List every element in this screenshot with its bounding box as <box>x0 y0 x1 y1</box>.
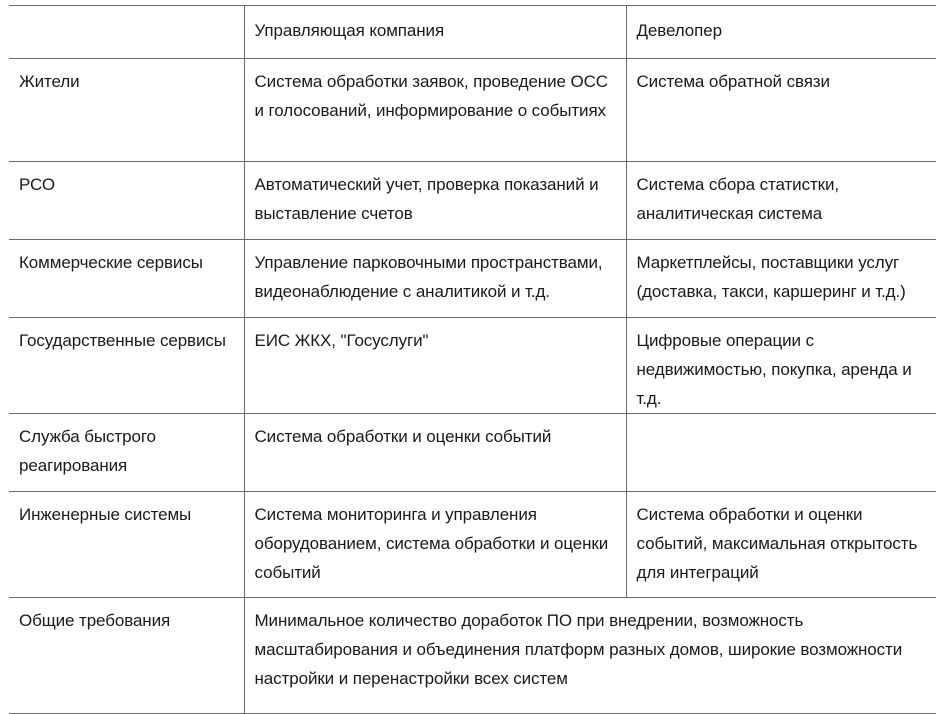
general-requirements-cell: Минимальное количество доработок ПО при внедрении, возможность масштабирования и объединения платформ разных домов, широкие возможности настройки и перенастройки всех систем <box>244 598 936 714</box>
developer-cell <box>626 414 936 492</box>
developer-cell: Система обратной связи <box>626 59 936 162</box>
management-company-cell: ЕИС ЖКХ, "Госуслуги" <box>244 318 626 414</box>
table-row <box>9 240 936 318</box>
row-label: Служба быстрого реагирования <box>9 414 244 492</box>
header-empty-cell <box>9 6 244 59</box>
table-header-row <box>9 6 936 59</box>
row-label: Государственные сервисы <box>9 318 244 414</box>
developer-cell: Маркетплейсы, поставщики услуг (доставка, такси, каршеринг и т.д.) <box>626 240 936 318</box>
header-management-company: Управляющая компания <box>244 6 626 59</box>
developer-cell: Цифровые операции с недвижимостью, покупка, аренда и т.д. <box>626 318 936 414</box>
management-company-cell: Автоматический учет, проверка показаний и выставление счетов <box>244 162 626 240</box>
table-row <box>9 414 936 492</box>
developer-cell: Система сбора статистки, аналитическая система <box>626 162 936 240</box>
row-label: Жители <box>9 59 244 162</box>
header-developer: Девелопер <box>626 6 936 59</box>
management-company-cell: Система мониторинга и управления оборудованием, система обработки и оценки событий <box>244 492 626 598</box>
row-label: Общие требования <box>9 598 244 714</box>
table-row <box>9 318 936 414</box>
comparison-table <box>9 5 936 714</box>
management-company-cell: Управление парковочными пространствами, видеонаблюдение с аналитикой и т.д. <box>244 240 626 318</box>
management-company-cell: Система обработки и оценки событий <box>244 414 626 492</box>
table-row <box>9 598 936 714</box>
table-row <box>9 162 936 240</box>
row-label: Инженерные системы <box>9 492 244 598</box>
table-row <box>9 492 936 598</box>
management-company-cell: Система обработки заявок, проведение ОСС и голосований, информирование о событиях <box>244 59 626 162</box>
row-label: РСО <box>9 162 244 240</box>
developer-cell: Система обработки и оценки событий, максимальная открытость для интеграций <box>626 492 936 598</box>
row-label: Коммерческие сервисы <box>9 240 244 318</box>
table-row <box>9 59 936 162</box>
